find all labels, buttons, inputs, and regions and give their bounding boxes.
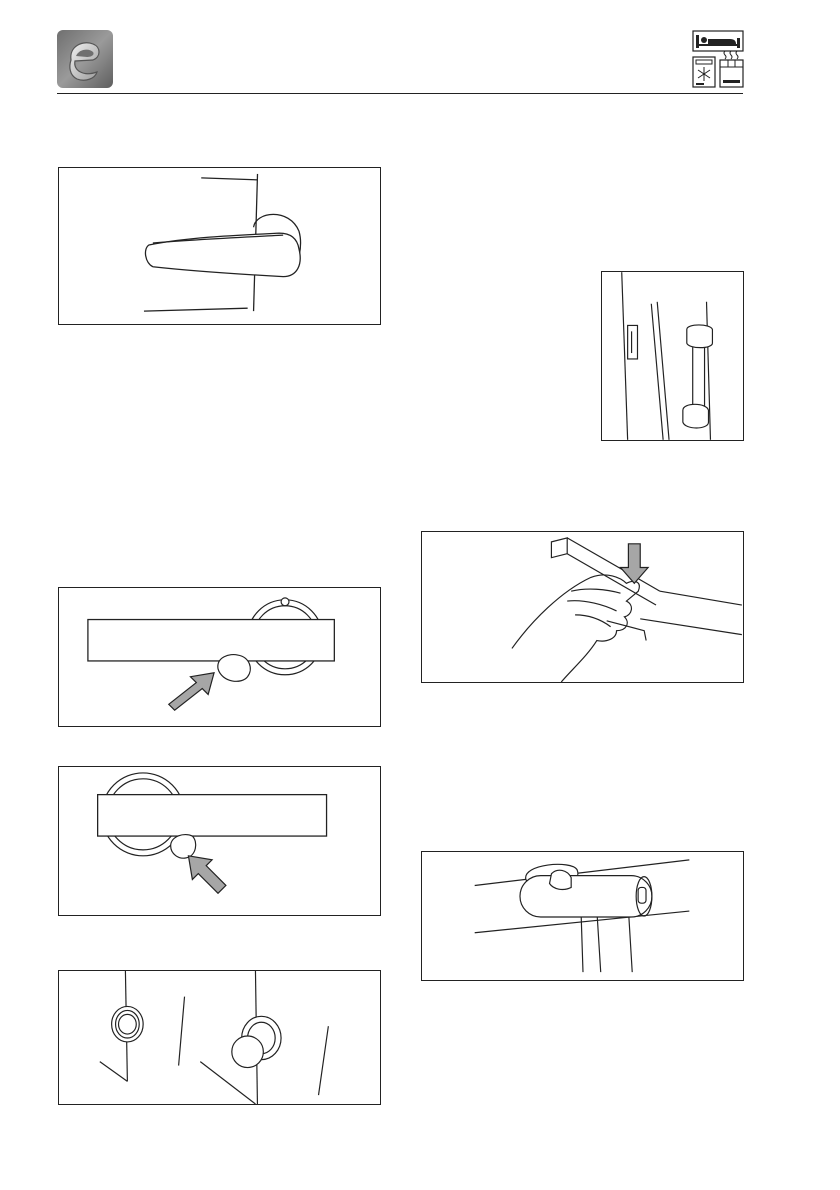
rosette-release-left-figure (58, 766, 381, 916)
lever-handle-figure (58, 167, 381, 325)
rosette-release-button-illustration (59, 588, 380, 726)
push-button-figure (58, 970, 381, 1105)
up-left-arrow-icon (188, 856, 225, 893)
down-arrow-icon (620, 544, 648, 583)
press-latch-figure (421, 531, 744, 683)
roller-catch-illustration (422, 852, 743, 980)
rosette-release-right-figure (58, 587, 381, 727)
roller-catch-figure (421, 851, 744, 981)
bed-icon (692, 30, 744, 52)
hand-pressing-latch-illustration (422, 532, 743, 682)
header-rule (57, 93, 743, 94)
bar-door-handle-illustration (602, 272, 743, 440)
heater-icon (719, 50, 744, 88)
up-right-arrow-icon (169, 673, 214, 710)
e-logo-icon (57, 30, 113, 88)
bar-handle-figure (601, 271, 744, 441)
push-button-knob-illustration (59, 971, 380, 1104)
lever-door-handle-illustration (59, 168, 380, 324)
freezer-icon (692, 56, 716, 88)
rosette-release-button-illustration (59, 767, 380, 915)
